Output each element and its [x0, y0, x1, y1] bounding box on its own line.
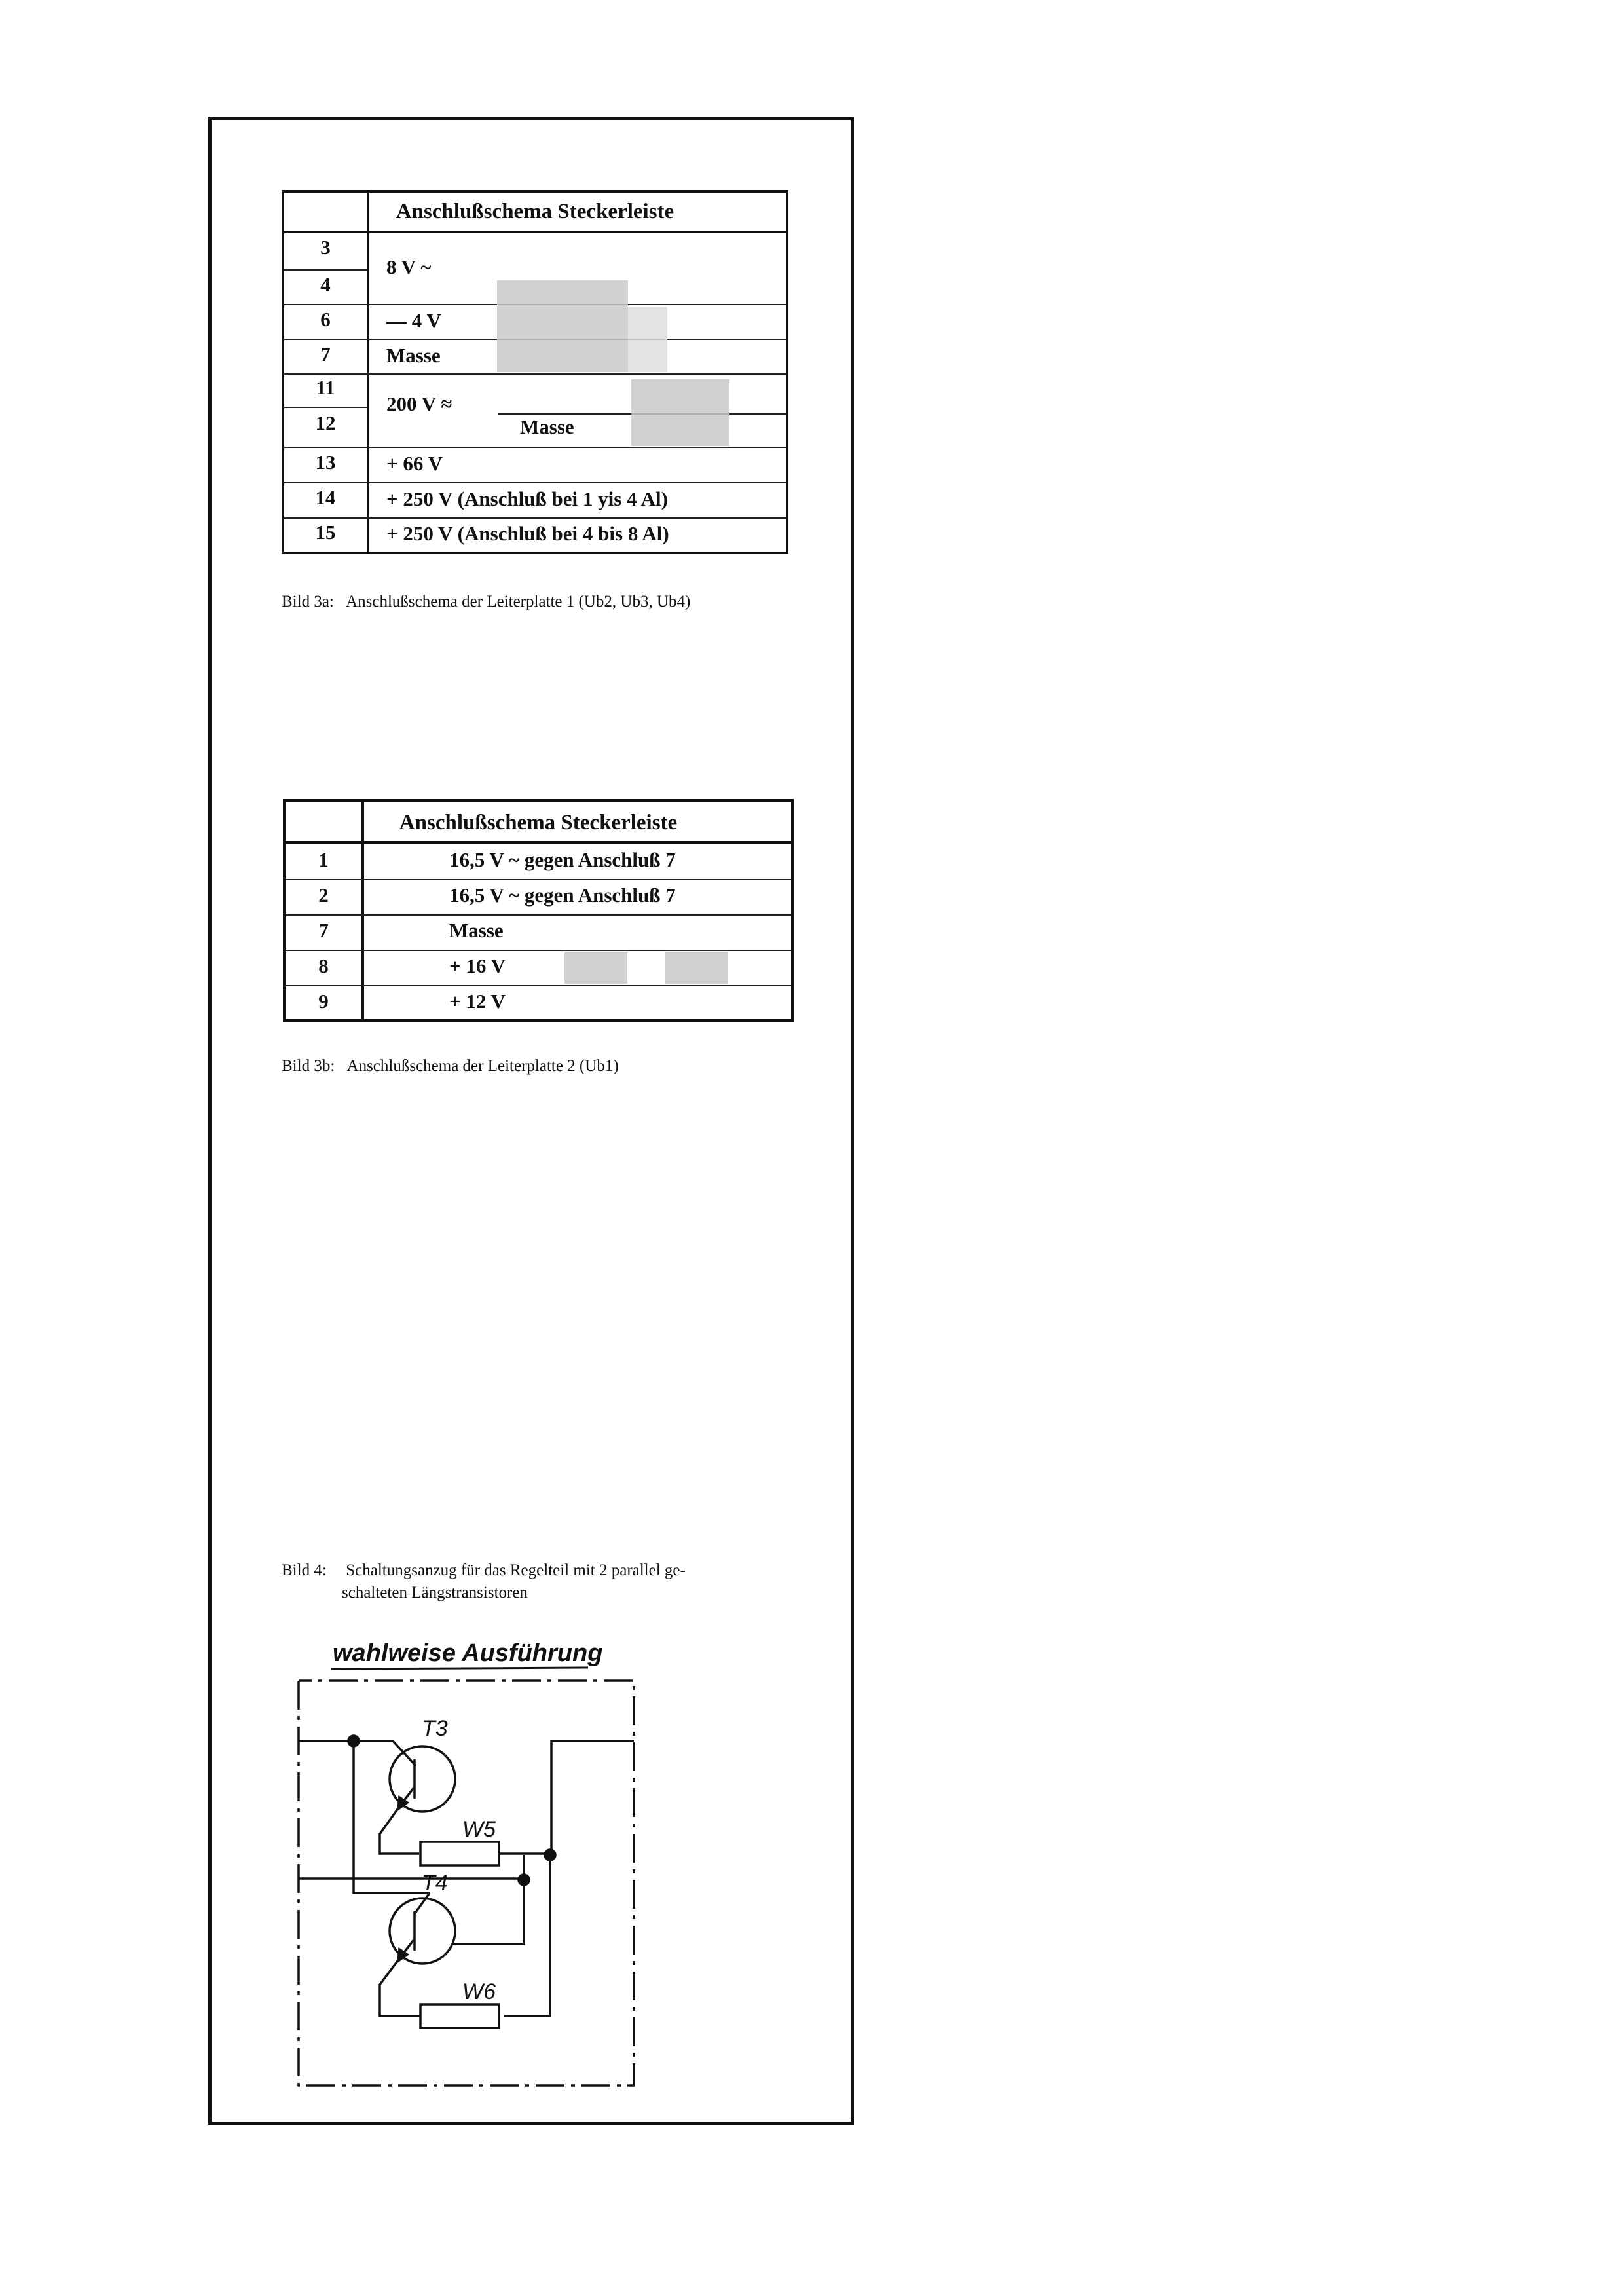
table-b-divider: [361, 802, 364, 1019]
connector-table-b: [283, 799, 794, 1022]
table-b-pin: 2: [318, 884, 329, 907]
caption-bild-3b: [282, 1057, 619, 1076]
circuit-diagram: [282, 1631, 648, 2089]
table-a-pin: 3: [320, 236, 331, 259]
caption-text-line1: Schaltungsanzug für das Regelteil mit 2 parallel ge-: [346, 1562, 686, 1579]
label-w5: W5: [462, 1817, 496, 1842]
scan-smudge: [665, 952, 728, 984]
table-a-pin: 12: [315, 411, 336, 434]
label-t3: T3: [422, 1716, 448, 1741]
caption-text: Anschlußschema der Leiterplatte 2 (Ub1): [346, 1057, 619, 1075]
table-a-pin: 4: [320, 273, 331, 296]
table-a-entry: 200 V ≈: [386, 392, 452, 415]
caption-label: Bild 3a:: [282, 593, 334, 610]
caption-bild-4-line2: [342, 1584, 528, 1602]
caption-label: Bild 4:: [282, 1562, 327, 1579]
table-b-title: Anschlußschema Steckerleiste: [286, 802, 791, 844]
table-b-pin: 8: [318, 954, 329, 977]
table-a-divider: [367, 193, 369, 552]
label-t4: T4: [422, 1871, 448, 1896]
table-a-pin: 11: [316, 376, 335, 399]
table-a-entry: Masse: [386, 344, 441, 367]
table-a-pin: 7: [320, 343, 331, 365]
scan-smudge: [631, 379, 729, 446]
caption-text: Anschlußschema der Leiterplatte 1 (Ub2, Ub3, Ub4): [346, 593, 691, 610]
table-b-entry: 16,5 V ~ gegen Anschluß 7: [449, 884, 676, 907]
resistor-w6: [420, 2004, 499, 2028]
resistor-w5: [420, 1842, 499, 1865]
table-a-pin: 6: [320, 308, 331, 331]
table-a-pin: 15: [315, 521, 336, 544]
table-b-entry: Masse: [449, 919, 504, 942]
wire: [415, 1893, 430, 1914]
table-a-entry: + 250 V (Anschluß bei 1 yis 4 Al): [386, 487, 668, 510]
table-b-pin: 1: [318, 848, 329, 871]
wire: [453, 1855, 524, 1944]
scan-smudge: [628, 307, 667, 372]
table-b-entry: + 12 V: [449, 990, 506, 1013]
circuit-title: wahlweise Ausführung: [333, 1639, 603, 1667]
wire: [354, 1741, 416, 1766]
table-a-entry: + 250 V (Anschluß bei 4 bis 8 Al): [386, 522, 669, 545]
table-a-entry: Masse: [520, 415, 574, 438]
wire: [551, 1741, 634, 1854]
table-b-entry: + 16 V: [449, 954, 506, 977]
table-a-title: Anschlußschema Steckerleiste: [284, 193, 786, 233]
wire: [380, 1806, 419, 1854]
table-a-pin: 14: [315, 486, 336, 509]
connector-table-a: [282, 190, 788, 554]
table-b-pin: 7: [318, 919, 329, 942]
caption-text-line2: schalteten Längstransistoren: [342, 1584, 528, 1601]
caption-bild-3a: [282, 593, 690, 611]
caption-label: Bild 3b:: [282, 1057, 335, 1075]
table-a-entry: 8 V ~: [386, 255, 432, 278]
scan-smudge: [564, 952, 627, 984]
scan-smudge: [497, 280, 628, 372]
title-underline: [331, 1668, 588, 1669]
wire: [380, 1958, 420, 2016]
caption-bild-4: [282, 1562, 686, 1580]
table-b-entry: 16,5 V ~ gegen Anschluß 7: [449, 848, 676, 871]
table-a-pin: 13: [315, 451, 336, 474]
table-a-entry: — 4 V: [386, 309, 441, 332]
table-a-entry: + 66 V: [386, 452, 443, 475]
label-w6: W6: [462, 1979, 496, 2004]
table-b-pin: 9: [318, 990, 329, 1013]
